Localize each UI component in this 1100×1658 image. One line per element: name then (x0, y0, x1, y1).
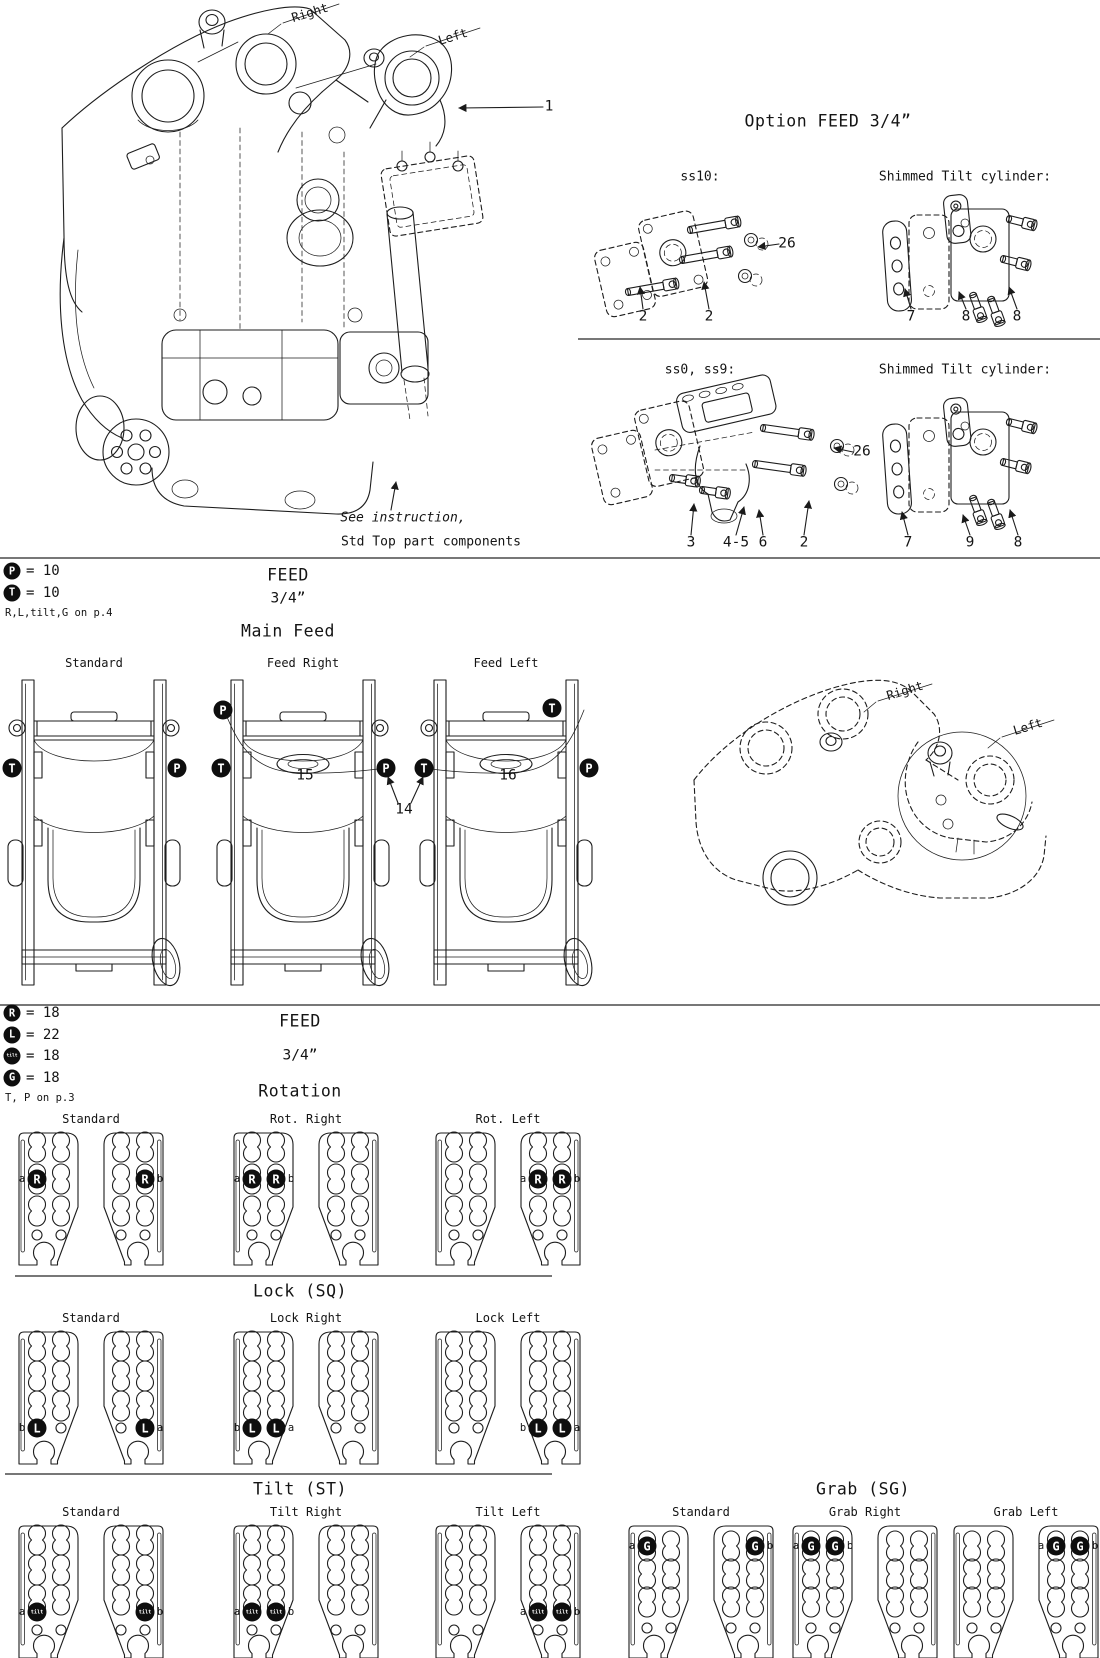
callout: 8 (1013, 534, 1023, 551)
port-marker: T (543, 699, 562, 718)
leader-arrow (691, 504, 694, 535)
leader-arrow (388, 777, 398, 803)
coupler-plate (521, 1331, 580, 1464)
port-marker: tilt (28, 1603, 47, 1622)
leader-arrow (804, 501, 809, 535)
coupler-plate (104, 1132, 163, 1265)
feed-frame (217, 680, 393, 988)
port-marker: tilt (267, 1603, 286, 1622)
marker-letter: a (287, 1421, 295, 1434)
feed-panel-label: Feed Left (473, 656, 539, 671)
port-marker: G (746, 1537, 765, 1556)
main-feed-title: Main Feed (241, 621, 335, 641)
leader-arrow (459, 107, 543, 108)
callout-26-row2: 26 (853, 443, 871, 460)
leader-arrow (834, 448, 853, 452)
coupler-plate (104, 1525, 163, 1658)
leader-arrow (758, 244, 779, 247)
marker-letter: a (628, 1539, 636, 1552)
legend-symbol-G: G (4, 1069, 21, 1086)
iso1-left-label: Left (436, 24, 470, 48)
shimmed-cylinder-label-2: Shimmed Tilt cylinder: (878, 362, 1052, 378)
callout: 2 (704, 308, 714, 325)
port-marker: L (267, 1419, 286, 1438)
leader-arrow (391, 482, 396, 510)
callout: 8 (961, 308, 971, 325)
coupler-plate (234, 1331, 293, 1464)
port-marker: P (168, 759, 187, 778)
leader-arrow (704, 282, 709, 309)
marker-letter: a (233, 1172, 241, 1185)
coupler-plate (954, 1526, 1013, 1658)
section-title-lock: Lock (SQ) (253, 1281, 347, 1301)
port-marker: L (136, 1419, 155, 1438)
coupler-plate (19, 1132, 78, 1265)
column-label: Rot. Right (269, 1112, 343, 1127)
marker-letter: b (287, 1605, 295, 1618)
coupler-plate (319, 1331, 378, 1464)
coupler-plate (19, 1331, 78, 1464)
marker-letter: b (573, 1605, 581, 1618)
legend-symbol-T: T (4, 584, 21, 601)
port-marker: P (580, 759, 599, 778)
column-label: Tilt Left (475, 1505, 541, 1520)
leader-arrow (902, 512, 908, 535)
legend-symbol-tilt: tilt (4, 1048, 21, 1065)
port-marker: tilt (136, 1603, 155, 1622)
port-marker: L (243, 1419, 262, 1438)
iso2-right-label: Right (884, 677, 925, 704)
coupler-plate (436, 1132, 495, 1265)
feed-size-p3: 3/4” (270, 590, 306, 607)
column-label: Standard (62, 1505, 120, 1520)
feed-line-number: 16 (499, 767, 517, 784)
legend-value: = 18 (26, 1004, 60, 1021)
coupler-plate (19, 1525, 78, 1658)
callout-1: 1 (544, 98, 554, 115)
coupler-plate (521, 1525, 580, 1658)
coupler-plate (436, 1525, 495, 1658)
column-label: Lock Left (475, 1311, 541, 1326)
leader-arrow (905, 289, 911, 309)
section-title-grab: Grab (SG) (816, 1479, 910, 1499)
marker-letter: a (519, 1605, 527, 1618)
leader-arrow (959, 292, 966, 309)
coupler-plate (319, 1132, 378, 1265)
legend-symbol-R: R (4, 1005, 21, 1022)
column-label: Grab Left (993, 1505, 1059, 1520)
legend-note-p4: T, P on p.3 (5, 1091, 75, 1104)
leader-arrow (1009, 287, 1017, 309)
marker-letter: a (1037, 1539, 1045, 1552)
callout: 3 (686, 534, 696, 551)
column-label: Rot. Left (475, 1112, 541, 1127)
legend-value: = 18 (26, 1047, 60, 1064)
legend-symbol-L: L (4, 1026, 21, 1043)
feed-title-p4: FEED (279, 1011, 321, 1031)
port-marker: P (214, 701, 233, 720)
feed-line-number: 15 (296, 767, 314, 784)
port-marker: L (553, 1419, 572, 1438)
ss10-label: ss10: (680, 169, 720, 185)
leader-arrow (1010, 510, 1018, 535)
legend-value: = 18 (26, 1069, 60, 1086)
feed-frame (420, 680, 596, 988)
callout: 2 (799, 534, 809, 551)
column-label: Lock Right (269, 1311, 343, 1326)
marker-letter: b (846, 1539, 854, 1552)
option-feed-title: Option FEED 3/4” (744, 111, 912, 131)
callout: 4-5 (722, 534, 750, 551)
column-label: Standard (62, 1112, 120, 1127)
port-marker: tilt (529, 1603, 548, 1622)
callout-26-row1: 26 (778, 235, 796, 252)
feed-title-p3: FEED (267, 565, 309, 585)
port-marker: G (826, 1537, 845, 1556)
ss0-ss9-label: ss0, ss9: (664, 362, 736, 378)
callout: 9 (965, 534, 975, 551)
column-label: Standard (672, 1505, 730, 1520)
column-label: Grab Right (828, 1505, 902, 1520)
port-marker: L (28, 1419, 47, 1438)
feed-size-p4: 3/4” (282, 1047, 318, 1064)
coupler-plate (234, 1132, 293, 1265)
port-marker: tilt (553, 1603, 572, 1622)
feed-panel-label: Feed Right (266, 656, 340, 671)
marker-letter: b (519, 1421, 527, 1434)
marker-letter: b (766, 1539, 774, 1552)
callout: 2 (638, 308, 648, 325)
port-marker: R (243, 1170, 262, 1189)
port-marker: T (212, 759, 231, 778)
legend-value: = 10 (26, 584, 60, 601)
port-marker: L (529, 1419, 548, 1438)
callout: 7 (903, 534, 913, 551)
marker-letter: a (18, 1172, 26, 1185)
marker-letter: a (18, 1605, 26, 1618)
port-marker: T (415, 759, 434, 778)
leader-arrow (759, 510, 763, 535)
marker-letter: b (287, 1172, 295, 1185)
legend-note-p3: R,L,tilt,G on p.4 (5, 606, 113, 619)
marker-letter: b (1091, 1539, 1099, 1552)
coupler-plate (878, 1526, 937, 1658)
port-marker: R (529, 1170, 548, 1189)
port-marker: R (28, 1170, 47, 1189)
callout: 7 (906, 308, 916, 325)
leader-arrow (411, 777, 423, 803)
marker-letter: b (156, 1172, 164, 1185)
leader-arrow (736, 507, 744, 535)
section-title-tilt: Tilt (ST) (253, 1479, 347, 1499)
column-label: Standard (62, 1311, 120, 1326)
legend-value: = 10 (26, 562, 60, 579)
shimmed-cylinder-label-1: Shimmed Tilt cylinder: (878, 169, 1052, 185)
marker-letter: a (792, 1539, 800, 1552)
legend-value: = 22 (26, 1026, 60, 1043)
callout-14: 14 (395, 801, 413, 818)
iso1-right-label: Right (289, 0, 330, 26)
coupler-plate (104, 1331, 163, 1464)
port-marker: G (802, 1537, 821, 1556)
marker-letter: b (18, 1421, 26, 1434)
leader-arrow (640, 287, 643, 309)
section-title-rotation: Rotation (258, 1081, 342, 1101)
port-marker: P (377, 759, 396, 778)
see-instruction-note: See instruction, (340, 510, 466, 526)
column-label: Tilt Right (269, 1505, 343, 1520)
port-marker: G (638, 1537, 657, 1556)
callout: 6 (758, 534, 768, 551)
leader-arrow (963, 515, 970, 535)
marker-letter: b (573, 1172, 581, 1185)
port-marker: tilt (243, 1603, 262, 1622)
port-marker: G (1047, 1537, 1066, 1556)
legend-symbol-P: P (4, 563, 21, 580)
marker-letter: a (156, 1421, 164, 1434)
coupler-plate (234, 1525, 293, 1658)
marker-letter: a (573, 1421, 581, 1434)
port-marker: R (553, 1170, 572, 1189)
port-marker: G (1071, 1537, 1090, 1556)
callout: 8 (1012, 308, 1022, 325)
port-marker: R (136, 1170, 155, 1189)
coupler-plate (319, 1525, 378, 1658)
iso2-left-label: Left (1011, 714, 1045, 738)
marker-letter: a (519, 1172, 527, 1185)
port-marker: R (267, 1170, 286, 1189)
marker-letter: b (233, 1421, 241, 1434)
marker-letter: b (156, 1605, 164, 1618)
feed-panel-label: Standard (65, 656, 123, 671)
coupler-plate (436, 1331, 495, 1464)
feed-frame (8, 680, 184, 988)
marker-letter: a (233, 1605, 241, 1618)
coupler-plate (521, 1132, 580, 1265)
std-top-part-note: Std Top part components (340, 534, 522, 550)
port-marker: T (3, 759, 22, 778)
